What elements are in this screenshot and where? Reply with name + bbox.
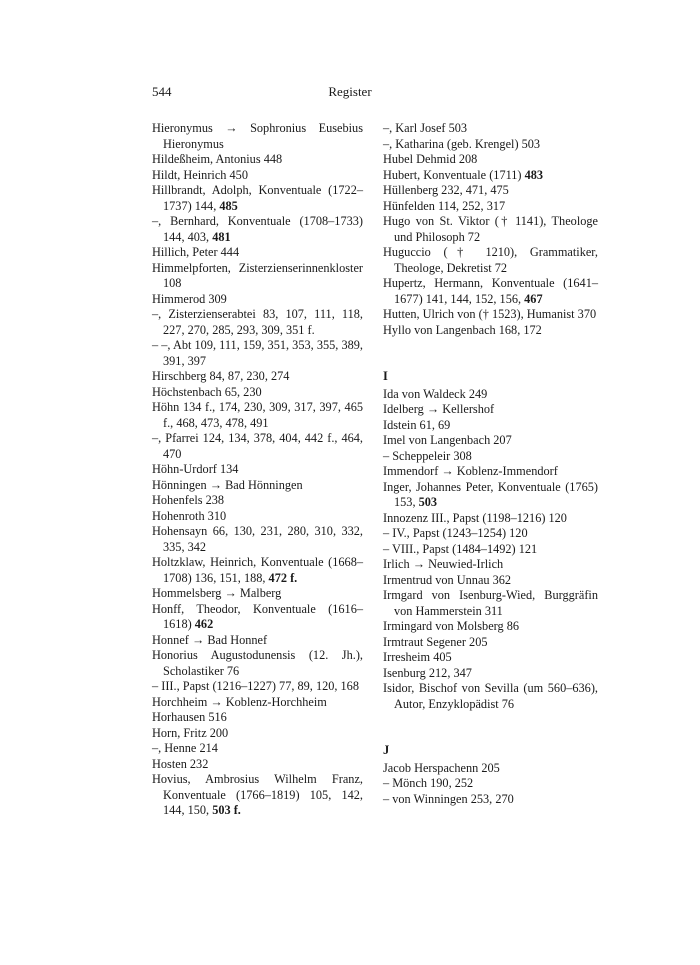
index-entry [152,307,363,338]
index-entry [152,245,363,261]
index-entry [152,478,363,494]
page-number: 544 [152,84,172,99]
entry-text: Honff, Theodor, Konventuale (1616–1618) [152,601,363,631]
index-entry [152,741,363,757]
index-entry [152,757,363,773]
entry-text: Idelberg → Kellershof [383,402,495,416]
index-entry [152,431,363,462]
index-entry [152,338,363,369]
index-entry [152,462,363,478]
entry-text: Irlich → Neuwied-Irlich [383,557,504,571]
index-entry [383,776,598,792]
entry-text: Hillich, Peter 444 [152,245,240,259]
index-entry [152,183,363,214]
entry-text: Hillbrandt, Adolph, Konventuale (1722–1737) 144, [152,183,363,213]
index-entry [383,137,598,153]
index-entry [383,402,598,418]
index-entry [383,418,598,434]
entry-text: – von Winningen 253, 270 [383,791,514,806]
entry-text: Honnef → Bad Honnef [152,632,268,647]
entry-text: Hohensayn 66, 130, 231, 280, 310, 332, 335, 342 [152,524,363,554]
entry-page-ref-bold: 462 [194,617,214,631]
entry-text: – VIII., Papst (1484–1492) 121 [383,541,538,556]
entry-text: Hovius, Ambrosius Wilhelm Franz, Konventuale (1766–1819) 105, 142, 144, 150, [152,772,363,817]
entry-page-ref-bold: 503 [418,495,438,509]
entry-text: Hubert, Konventuale (1711) [383,167,525,182]
index-entry [152,214,363,245]
entry-page-ref-bold: 485 [219,198,238,213]
entry-text: – –, Abt 109, 111, 159, 351, 353, 355, 389, 391, 397 [152,338,363,368]
entry-text: Immendorf → Koblenz-Immendorf [383,464,558,478]
entry-page-ref-bold: 483 [524,167,544,182]
entry-text: Hutten, Ulrich von († 1523), Humanist 370 [383,307,597,321]
entry-text: Hohenfels 238 [152,493,225,507]
entry-text: Höchstenbach 65, 230 [152,384,262,399]
entry-text: –, Karl Josef 503 [383,121,468,135]
index-group-h-continued [383,121,598,338]
entry-text: Höhn-Urdorf 134 [152,462,239,476]
index-entry [383,761,598,777]
entry-text: Isenburg 212, 347 [383,665,472,680]
index-entry [152,121,363,152]
entry-text: Hubel Dehmid 208 [383,152,478,166]
entry-text: Hupertz, Hermann, Konventuale (1641–1677) 141, 144, 152, 156, [383,276,598,306]
index-entry [383,168,598,184]
entry-text: Idstein 61, 69 [383,417,451,432]
entry-text: – IV., Papst (1243–1254) 120 [383,526,528,540]
index-entry [383,619,598,635]
section-heading-i: I [383,369,388,383]
entry-page-ref-bold: 467 [524,291,543,306]
index-entry [152,400,363,431]
index-entry [383,307,598,323]
index-entry [152,602,363,633]
index-entry [383,183,598,199]
index-entry [383,152,598,168]
entry-text: Hugo von St. Viktor († 1141), Theologe und Philosoph 72 [383,214,598,244]
index-entry [383,121,598,137]
entry-text: – III., Papst (1216–1227) 77, 89, 120, 168 [152,679,359,693]
entry-text: Hirschberg 84, 87, 230, 274 [152,369,290,383]
index-entry [152,679,363,695]
entry-text: –, Henne 214 [152,741,218,755]
entry-text: Hommelsberg → Malberg [152,586,282,600]
entry-text: Hildeßheim, Antonius 448 [152,152,283,166]
index-entry [152,695,363,711]
entry-text: Honorius Augustodunensis (12. Jh.), Scholastiker 76 [152,648,363,678]
index-entry [383,542,598,558]
entry-text: Huguccio († 1210), Grammatiker, Theologe, Dekretist 72 [383,245,598,275]
index-entry [152,509,363,525]
entry-text: –, Zisterzienserabtei 83, 107, 111, 118, 227, 270, 285, 293, 309, 351 f. [152,307,363,337]
entry-text: Isidor, Bischof von Sevilla (um 560–636), Autor, Enzyklopädist 76 [383,681,598,711]
index-entry [152,524,363,555]
entry-text: Horn, Fritz 200 [152,725,229,740]
index-entry [383,588,598,619]
index-entry [383,449,598,465]
entry-text: –, Pfarrei 124, 134, 378, 404, 442 f., 464, 470 [152,431,363,461]
entry-text: Irmentrud von Unnau 362 [383,572,512,587]
index-entry [383,214,598,245]
entry-text: Himmelpforten, Zisterzienserinnenkloster 108 [152,260,363,290]
index-entry [152,369,363,385]
index-entry [152,772,363,819]
entry-text: Hünfelden 114, 252, 317 [383,198,506,213]
index-entry [152,555,363,586]
index-entry [383,557,598,573]
entry-text: Himmerod 309 [152,291,227,306]
index-column-right [383,121,598,807]
running-head: Register [328,84,372,99]
entry-text: Horhausen 516 [152,710,227,724]
index-entry [383,276,598,307]
index-group-j [383,761,598,808]
entry-text: Irmtraut Segener 205 [383,634,488,649]
index-entry [383,650,598,666]
index-entry [383,666,598,682]
index-entry [152,586,363,602]
index-entry [383,792,598,808]
entry-text: Ida von Waldeck 249 [383,386,488,401]
section-heading-j: J [383,743,390,757]
index-entry [383,433,598,449]
entry-page-ref-bold: 472 f. [268,570,298,585]
index-group-i [383,387,598,713]
index-entry [152,152,363,168]
entry-text: –, Bernhard, Konventuale (1708–1733) 144, 403, [152,214,363,244]
index-entry [383,323,598,339]
entry-text: Hohenroth 310 [152,508,227,523]
entry-page-ref-bold: 481 [212,229,231,244]
entry-text: Holtzklaw, Heinrich, Konventuale (1668–1708) 136, 151, 188, [152,555,363,585]
index-entry [152,710,363,726]
index-entry [152,261,363,292]
index-entry [383,681,598,712]
index-entry [152,385,363,401]
entry-text: Horchheim → Koblenz-Horchheim [152,694,327,709]
index-column-left [152,121,363,819]
entry-text: Hildt, Heinrich 450 [152,167,248,182]
entry-text: Hieronymus → Sophronius Eusebius Hieronymus [152,121,363,151]
entry-text: – Mönch 190, 252 [383,776,474,790]
entry-text: Hönningen → Bad Hönningen [152,477,303,492]
entry-text: –, Katharina (geb. Krengel) 503 [383,136,541,151]
entry-text: Innozenz III., Papst (1198–1216) 120 [383,510,567,525]
entry-text: – Scheppeleir 308 [383,448,472,463]
entry-page-ref-bold: 503 f. [212,803,241,817]
index-entry [383,464,598,480]
index-entry [152,493,363,509]
entry-text: Imel von Langenbach 207 [383,433,512,447]
entry-text: Hosten 232 [152,756,209,771]
entry-text: Irmgard von Isenburg-Wied, Burggräfin von Hammerstein 311 [383,588,598,618]
entry-text: Inger, Johannes Peter, Konventuale (1765) 153, [383,479,598,509]
index-entry [152,633,363,649]
index-entry [152,292,363,308]
index-entry [383,199,598,215]
entry-text: Jacob Herspachenn 205 [383,760,500,775]
index-entry [383,635,598,651]
index-entry [152,726,363,742]
entry-text: Hyllo von Langenbach 168, 172 [383,322,542,337]
index-entry [383,245,598,276]
entry-text: Irmingard von Molsberg 86 [383,619,520,633]
entry-text: Irresheim 405 [383,650,452,664]
index-entry [383,511,598,527]
index-entry [383,480,598,511]
index-entry [152,648,363,679]
index-entry [383,573,598,589]
index-entry [152,168,363,184]
index-entry [383,526,598,542]
entry-text: Hüllenberg 232, 471, 475 [383,183,509,197]
entry-text: Höhn 134 f., 174, 230, 309, 317, 397, 465 f., 468, 473, 478, 491 [152,400,363,430]
index-entry [383,387,598,403]
